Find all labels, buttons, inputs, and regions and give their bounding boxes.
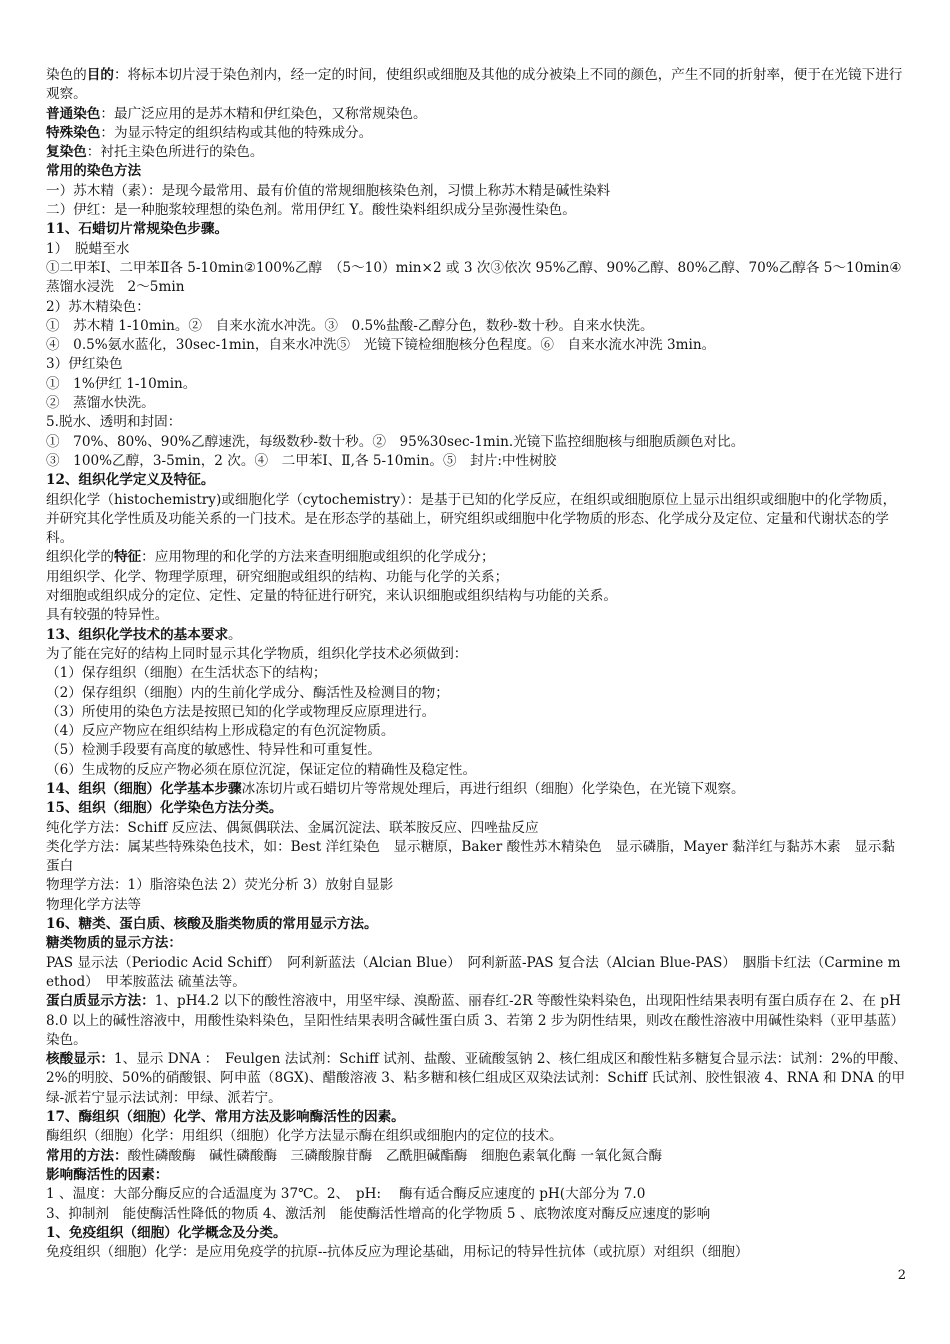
- text-line: [46, 780, 908, 799]
- text-span: （2）保存组织（细胞）内的生前化学成分、酶活性及检测目的物；: [46, 684, 449, 701]
- text-line: [46, 799, 908, 818]
- text-line: [46, 394, 908, 413]
- text-span: ① 1%伊红 1-10min。: [46, 375, 197, 392]
- bold-text: 目的: [86, 67, 114, 83]
- text-span: ：将标本切片浸于染色剂内，经一定的时间，使组织或细胞及其他的成分被染上不同的颜色，产生不同的折射率，便于在光镜下进行观察。: [46, 67, 903, 103]
- text-line: [46, 954, 908, 993]
- text-line: [46, 413, 908, 432]
- text-span: 。: [228, 626, 242, 643]
- text-line: [46, 1166, 908, 1185]
- text-span: ：应用物理的和化学的方法来查明细胞或组织的化学成分；: [141, 549, 495, 566]
- text-line: [46, 259, 908, 298]
- text-span: 用组织学、化学、物理学原理，研究细胞或组织的结构、功能与化学的关系；: [46, 568, 509, 585]
- text-line: [46, 298, 908, 317]
- text-line: [46, 587, 908, 606]
- text-line: [46, 182, 908, 201]
- text-span: 5.脱水、透明和封固：: [46, 414, 182, 431]
- text-line: [46, 934, 908, 953]
- text-span: （5）检测手段要有高度的敏感性、特异性和可重复性。: [46, 742, 381, 759]
- text-span: 类化学方法：属某些特殊染色技术，如：Best 洋红染色 显示糖原，Baker 酸性苏木精染色 显示磷脂，Mayer 黏洋红与黏苏木素 显示黏蛋白: [46, 838, 896, 875]
- text-line: [46, 124, 908, 143]
- text-span: 3）伊红染色: [46, 356, 123, 373]
- text-span: 一）苏木精（素）：是现今最常用、最有价值的常规细胞核染色剂，习惯上称苏木精是碱性染料: [46, 182, 611, 199]
- bold-text: 普通染色: [46, 105, 101, 122]
- bold-text: 特殊染色: [46, 124, 101, 141]
- text-span: 冰冻切片或石蜡切片等常规处理后，再进行组织（细胞）化学染色，在光镜下观察。: [241, 780, 745, 797]
- text-line: [46, 1147, 908, 1166]
- text-span: 酸性磷酸酶 碱性磷酸酶 三磷酸腺苷酶 乙酰胆碱酯酶 细胞色素氧化酶 一氧化氮合酶: [127, 1147, 663, 1164]
- text-line: [46, 568, 908, 587]
- text-span: 对细胞或组织成分的定位、定性、定量的特征进行研究，来认识细胞或组织结构与功能的关系。: [46, 588, 617, 605]
- text-span: （6）生成物的反应产物必须在原位沉淀，保证定位的精确性及稳定性。: [46, 761, 477, 778]
- text-line: [46, 240, 908, 259]
- text-line: [46, 375, 908, 394]
- text-line: [46, 105, 908, 124]
- text-span: ：为显示特定的组织结构或其他的特殊成分。: [100, 124, 373, 141]
- text-span: 1、显示 DNA ： Feulgen 法试剂：Schiff 试剂、盐酸、亚硫酸氢钠 2、核仁组成区和酸性粘多糖复合显示法：试剂：2%的甲酸、2%的明胶、50%的硝酸银、阿申蓝（8GX)、醋酸溶液 3、粘多糖和核仁组成区双染法试剂：Schiff 氏试剂、胶性银液 4、RNA 和 DNA 的甲绿-派若宁显示法试剂：甲绿、派若宁。: [46, 1051, 907, 1106]
- text-span: ③ 100%乙醇，3-5min，2 次。④ 二甲苯Ⅰ、Ⅱ,各 5-10min。⑤ 封片:中性树胶: [46, 452, 557, 469]
- text-line: [46, 471, 908, 490]
- text-span: 为了能在完好的结构上同时显示其化学物质，组织化学技术必须做到：: [46, 645, 468, 662]
- text-span: 纯化学方法：Schiff 反应法、偶氮偶联法、金属沉淀法、联苯胺反应、四唑盐反应: [46, 819, 539, 836]
- text-span: 2）苏木精染色：: [46, 298, 150, 315]
- text-line: [46, 1243, 908, 1262]
- bold-text: 复染色: [46, 144, 87, 161]
- text-line: [46, 201, 908, 220]
- text-line: [46, 336, 908, 355]
- text-line: [46, 741, 908, 760]
- text-span: 3、抑制剂 能使酶活性降低的物质 4、激活剂 能使酶活性增高的化学物质 5 、底物浓度对酶反应速度的影响: [46, 1205, 711, 1222]
- text-line: [46, 1127, 908, 1146]
- text-line: [46, 162, 908, 181]
- text-span: ① 苏木精 1-10min。② 自来水流水冲洗。③ 0.5%盐酸-乙醇分色，数秒-数十秒。自来水快洗。: [46, 317, 654, 334]
- text-span: ① 70%、80%、90%乙醇速洗，每级数秒-数十秒。② 95%30sec-1min.光镜下监控细胞核与细胞质颜色对比。: [46, 433, 745, 450]
- text-span: 物理化学方法等: [46, 896, 142, 913]
- bold-text: 14、组织（细胞）化学基本步骤: [46, 780, 242, 797]
- text-span: （1）保存组织（细胞）在生活状态下的结构；: [46, 665, 327, 682]
- text-line: [46, 548, 908, 567]
- text-line: [46, 838, 908, 877]
- text-span: 1 、温度：大部分酶反应的合适温度为 37℃。2、 pH: 酶有适合酶反应速度的 pH(大部分为 7.0: [46, 1186, 646, 1203]
- text-span: ：最广泛应用的是苏木精和伊红染色，又称常规染色。: [100, 105, 427, 122]
- text-line: [46, 645, 908, 664]
- bold-text: 1、免疫组织（细胞）化学概念及分类。: [46, 1224, 287, 1241]
- text-line: [46, 220, 908, 239]
- bold-text: 15、组织（细胞）化学染色方法分类。: [46, 800, 283, 817]
- text-line: [46, 664, 908, 683]
- text-span: （4）反应产物应在组织结构上形成稳定的有色沉淀物质。: [46, 723, 395, 740]
- text-span: ：衬托主染色所进行的染色。: [86, 144, 264, 161]
- text-line: [46, 143, 908, 162]
- bold-text: 常用的染色方法: [46, 163, 142, 180]
- text-span: 物理学方法：1）脂溶染色法 2）荧光分析 3）放射自显影: [46, 877, 394, 894]
- text-line: [46, 684, 908, 703]
- text-line: [46, 317, 908, 336]
- text-line: [46, 1108, 908, 1127]
- text-line: [46, 703, 908, 722]
- bold-text: 核酸显示：: [46, 1051, 114, 1068]
- text-line: [46, 992, 908, 1050]
- bold-text: 17、酶组织（细胞）化学、常用方法及影响酶活性的因素。: [46, 1109, 405, 1126]
- text-line: [46, 896, 908, 915]
- text-span: 1、pH4.2 以下的酸性溶液中，用坚牢绿、溴酚蓝、丽春红-2R 等酸性染料染色，出现阳性结果表明有蛋白质存在 2、在 pH8.0 以上的碱性溶液中，用酸性染料染色，呈阳性结果表明含碱性蛋白质 3、若第 2 步为阴性结果，则改在酸性溶液中用碱性染料（亚甲基蓝）染色。: [46, 993, 905, 1048]
- text-span: 染色的: [46, 67, 87, 83]
- text-span: PAS 显示法（Periodic Acid Schiff） 阿利新蓝法（Alcian Blue） 阿利新蓝-PAS 复合法（Alcian Blue-PAS） 胭脂卡红法（Carmine method） 甲苯胺蓝法 硫堇法等。: [46, 954, 901, 990]
- text-line: [46, 1050, 908, 1108]
- text-line: [46, 761, 908, 780]
- text-line: [46, 876, 908, 895]
- bold-text: 13、组织化学技术的基本要求: [46, 626, 229, 643]
- text-line: [46, 606, 908, 625]
- bold-text: 12、组织化学定义及特征。: [46, 472, 215, 489]
- text-line: [46, 1205, 908, 1224]
- text-span: 免疫组织（细胞）化学：是应用免疫学的抗原--抗体反应为理论基础，用标记的特异性抗体（或抗原）对组织（细胞）: [46, 1244, 749, 1261]
- text-span: 组织化学的: [46, 549, 114, 566]
- text-span: ④ 0.5%氨水蓝化，30sec-1min，自来水冲洗⑤ 光镜下镜检细胞核分色程度。⑥ 自来水流水冲洗 3min。: [46, 337, 716, 354]
- text-span: ①二甲苯Ⅰ、二甲苯Ⅱ各 5-10min②100%乙醇 （5～10）min×2 或 3 次③依次 95%乙醇、90%乙醇、80%乙醇、70%乙醇各 5～10min④蒸馏水浸洗 2～5min: [46, 259, 902, 296]
- bold-text: 常用的方法：: [46, 1147, 128, 1164]
- text-line: [46, 1185, 908, 1204]
- text-line: [46, 722, 908, 741]
- page-number: 2: [897, 1268, 906, 1283]
- text-span: ② 蒸馏水快洗。: [46, 395, 155, 412]
- bold-text: 糖类物质的显示方法：: [46, 935, 182, 952]
- text-span: 具有较强的特异性。: [46, 607, 169, 624]
- text-line: [46, 66, 908, 105]
- text-line: [46, 1224, 908, 1243]
- text-span: 酶组织（细胞）化学：用组织（细胞）化学方法显示酶在组织或细胞内的定位的技术。: [46, 1128, 563, 1145]
- bold-text: 蛋白质显示方法：: [46, 993, 155, 1010]
- text-line: [46, 491, 908, 549]
- bold-text: 特征: [113, 549, 142, 566]
- document-body: [46, 66, 908, 1262]
- text-line: [46, 915, 908, 934]
- bold-text: 16、糖类、蛋白质、核酸及脂类物质的常用显示方法。: [46, 916, 378, 933]
- bold-text: 11、石蜡切片常规染色步骤。: [46, 221, 229, 238]
- text-span: 二）伊红：是一种胞浆较理想的染色剂。常用伊红 Y。酸性染料组织成分呈弥漫性染色。: [46, 202, 576, 219]
- text-line: [46, 626, 908, 645]
- text-span: 组织化学（histochemistry)或细胞化学（cytochemistry）：是基于已知的化学反应，在组织或细胞原位上显示出组织或细胞中的化学物质，并研究其化学性质及功能关系的一门技术。是在形态学的基础上，研究组织或细胞中化学物质的形态、化学成分及定位、定量和代谢状态的学科。: [46, 491, 897, 547]
- text-line: [46, 433, 908, 452]
- text-line: [46, 819, 908, 838]
- text-line: [46, 452, 908, 471]
- bold-text: 影响酶活性的因素：: [46, 1166, 169, 1183]
- text-span: （3）所使用的染色方法是按照已知的化学或物理反应原理进行。: [46, 703, 436, 720]
- text-span: 1） 脱蜡至水: [46, 240, 130, 257]
- text-line: [46, 355, 908, 374]
